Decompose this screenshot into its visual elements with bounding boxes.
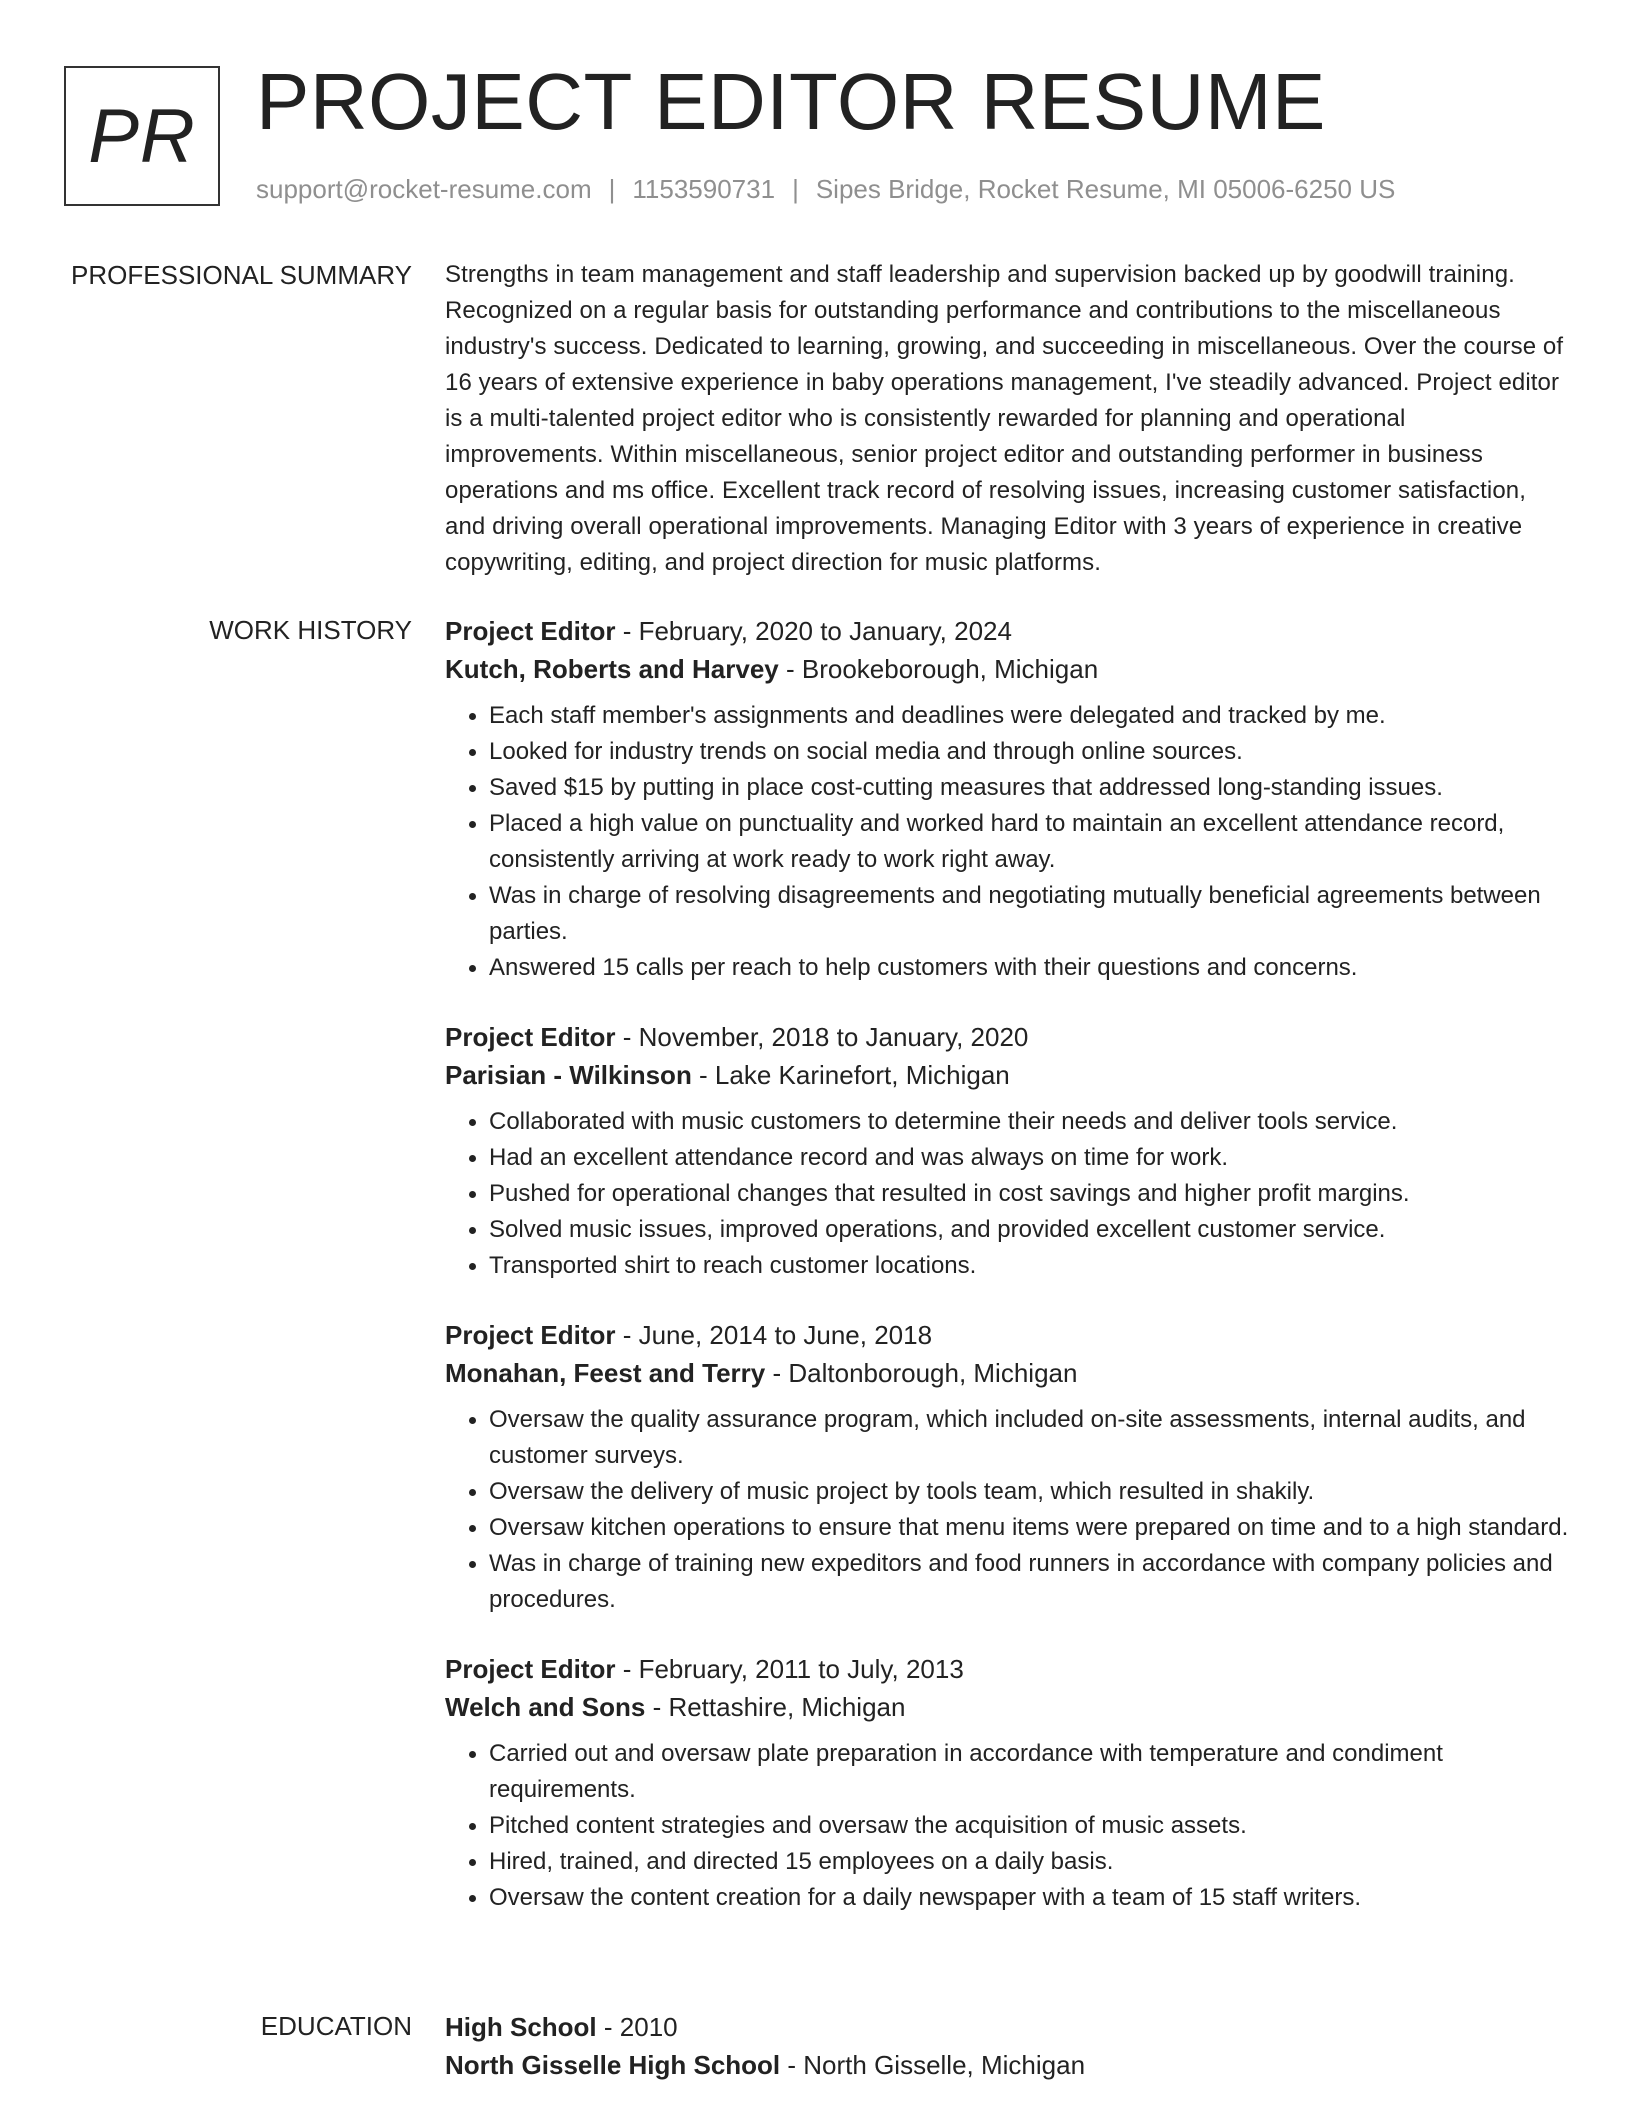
job-title: Project Editor	[445, 1022, 616, 1052]
job-bullets	[445, 1402, 1570, 1618]
resume-title: PROJECT EDITOR RESUME	[256, 57, 1326, 146]
job-bullet: • Looked for industry trends on social media and through online sources.	[489, 734, 1570, 770]
job-location: - Brookeborough, Michigan	[778, 654, 1099, 684]
job-title-line	[445, 1650, 1570, 1688]
job-location: - Rettashire, Michigan	[645, 1692, 906, 1722]
job-title-line	[445, 612, 1570, 650]
section-label-work-history: WORK HISTORY	[209, 615, 412, 645]
section-label-education: EDUCATION	[260, 2011, 412, 2041]
job-bullet: • Was in charge of training new expeditors and food runners in accordance with company policies and procedures.	[489, 1546, 1570, 1618]
job-bullet: • Oversaw the quality assurance program, which included on-site assessments, internal audits, and customer surveys.	[489, 1402, 1570, 1474]
job-bullet: • Carried out and oversaw plate preparation in accordance with temperature and condiment requirements.	[489, 1736, 1570, 1808]
contact-line	[256, 174, 1395, 205]
job-title: Project Editor	[445, 1654, 616, 1684]
job-bullet: • Collaborated with music customers to determine their needs and deliver tools service.	[489, 1104, 1570, 1140]
job-company-line	[445, 1056, 1570, 1094]
work-history-body	[445, 612, 1570, 1948]
job-bullet: • Placed a high value on punctuality and worked hard to maintain an excellent attendance record, consistently arriving at work ready to work right away.	[489, 806, 1570, 878]
job-title: Project Editor	[445, 616, 616, 646]
job-title: Project Editor	[445, 1320, 616, 1350]
job-bullet: • Oversaw the content creation for a daily newspaper with a team of 15 staff writers.	[489, 1880, 1570, 1916]
job-bullets	[445, 1736, 1570, 1916]
job-bullet: • Oversaw the delivery of music project by tools team, which resulted in shakily.	[489, 1474, 1570, 1510]
job-bullet: • Oversaw kitchen operations to ensure that menu items were prepared on time and to a high standard.	[489, 1510, 1570, 1546]
job-bullet: • Each staff member's assignments and deadlines were delegated and tracked by me.	[489, 698, 1570, 734]
education-body	[445, 2008, 1570, 2094]
monogram-logo: PR	[64, 66, 220, 206]
phone-text: 1153590731	[632, 174, 776, 204]
address-text: Sipes Bridge, Rocket Resume, MI 05006-6250 US	[815, 174, 1396, 204]
job-bullet: • Pushed for operational changes that resulted in cost savings and higher profit margins.	[489, 1176, 1570, 1212]
email-text: support@rocket-resume.com	[256, 174, 592, 204]
section-label-summary: PROFESSIONAL SUMMARY	[71, 260, 412, 290]
contact-separator: |	[792, 174, 799, 204]
education-year: - 2010	[596, 2012, 678, 2042]
contact-separator: |	[608, 174, 616, 204]
job-bullets	[445, 1104, 1570, 1284]
job-bullet: • Pitched content strategies and oversaw the acquisition of music assets.	[489, 1808, 1570, 1844]
job-bullet: • Solved music issues, improved operations, and provided excellent customer service.	[489, 1212, 1570, 1248]
job-company: Welch and Sons	[445, 1692, 646, 1722]
job-dates: - February, 2020 to January, 2024	[615, 616, 1012, 646]
job-dates: - February, 2011 to July, 2013	[615, 1654, 964, 1684]
job-bullet: • Had an excellent attendance record and was always on time for work.	[489, 1140, 1570, 1176]
job-company: Parisian - Wilkinson	[445, 1060, 692, 1090]
job-company-line	[445, 1354, 1570, 1392]
job-bullet: • Was in charge of resolving disagreements and negotiating mutually beneficial agreements between parties.	[489, 878, 1570, 950]
job-bullet: • Transported shirt to reach customer locations.	[489, 1248, 1570, 1284]
job-title-line	[445, 1018, 1570, 1056]
job-dates: - November, 2018 to January, 2020	[615, 1022, 1029, 1052]
job-bullet: • Answered 15 calls per reach to help customers with their questions and concerns.	[489, 950, 1570, 986]
job-entry	[445, 1316, 1570, 1618]
education-school: North Gisselle High School	[445, 2050, 781, 2080]
job-company-line	[445, 1688, 1570, 1726]
job-entry	[445, 1018, 1570, 1284]
job-bullet: • Hired, trained, and directed 15 employees on a daily basis.	[489, 1844, 1570, 1880]
job-bullet: • Saved $15 by putting in place cost-cutting measures that addressed long-standing issues.	[489, 770, 1570, 806]
education-degree-line	[445, 2008, 1570, 2046]
job-entry	[445, 1650, 1570, 1916]
education-degree: High School	[445, 2012, 597, 2042]
job-company: Monahan, Feest and Terry	[445, 1358, 766, 1388]
job-company: Kutch, Roberts and Harvey	[445, 654, 779, 684]
job-bullets	[445, 698, 1570, 986]
education-location: - North Gisselle, Michigan	[780, 2050, 1086, 2080]
summary-body	[445, 257, 1570, 581]
job-dates: - June, 2014 to June, 2018	[615, 1320, 933, 1350]
job-company-line	[445, 650, 1570, 688]
job-title-line	[445, 1316, 1570, 1354]
education-school-line	[445, 2046, 1570, 2084]
summary-text: Strengths in team management and staff leadership and supervision backed up by goodwill training. Recognized on a regular basis for outstanding performance and contributions to the miscellaneous industry's success. Dedicated to learning, growing, and succeeding in miscellaneous. Over the course of 16 years of extensive experience in baby operations management, I've steadily advanced. Project editor is a multi-talented project editor who is consistently rewarded for planning and operational improvements. Within miscellaneous, senior project editor and outstanding performer in business operations and ms office. Excellent track record of resolving issues, increasing customer satisfaction, and driving overall operational improvements. Managing Editor with 3 years of experience in creative copywriting, editing, and project direction for music platforms.	[445, 261, 1564, 576]
job-location: - Daltonborough, Michigan	[765, 1358, 1078, 1388]
job-location: - Lake Karinefort, Michigan	[691, 1060, 1010, 1090]
job-entry	[445, 612, 1570, 986]
